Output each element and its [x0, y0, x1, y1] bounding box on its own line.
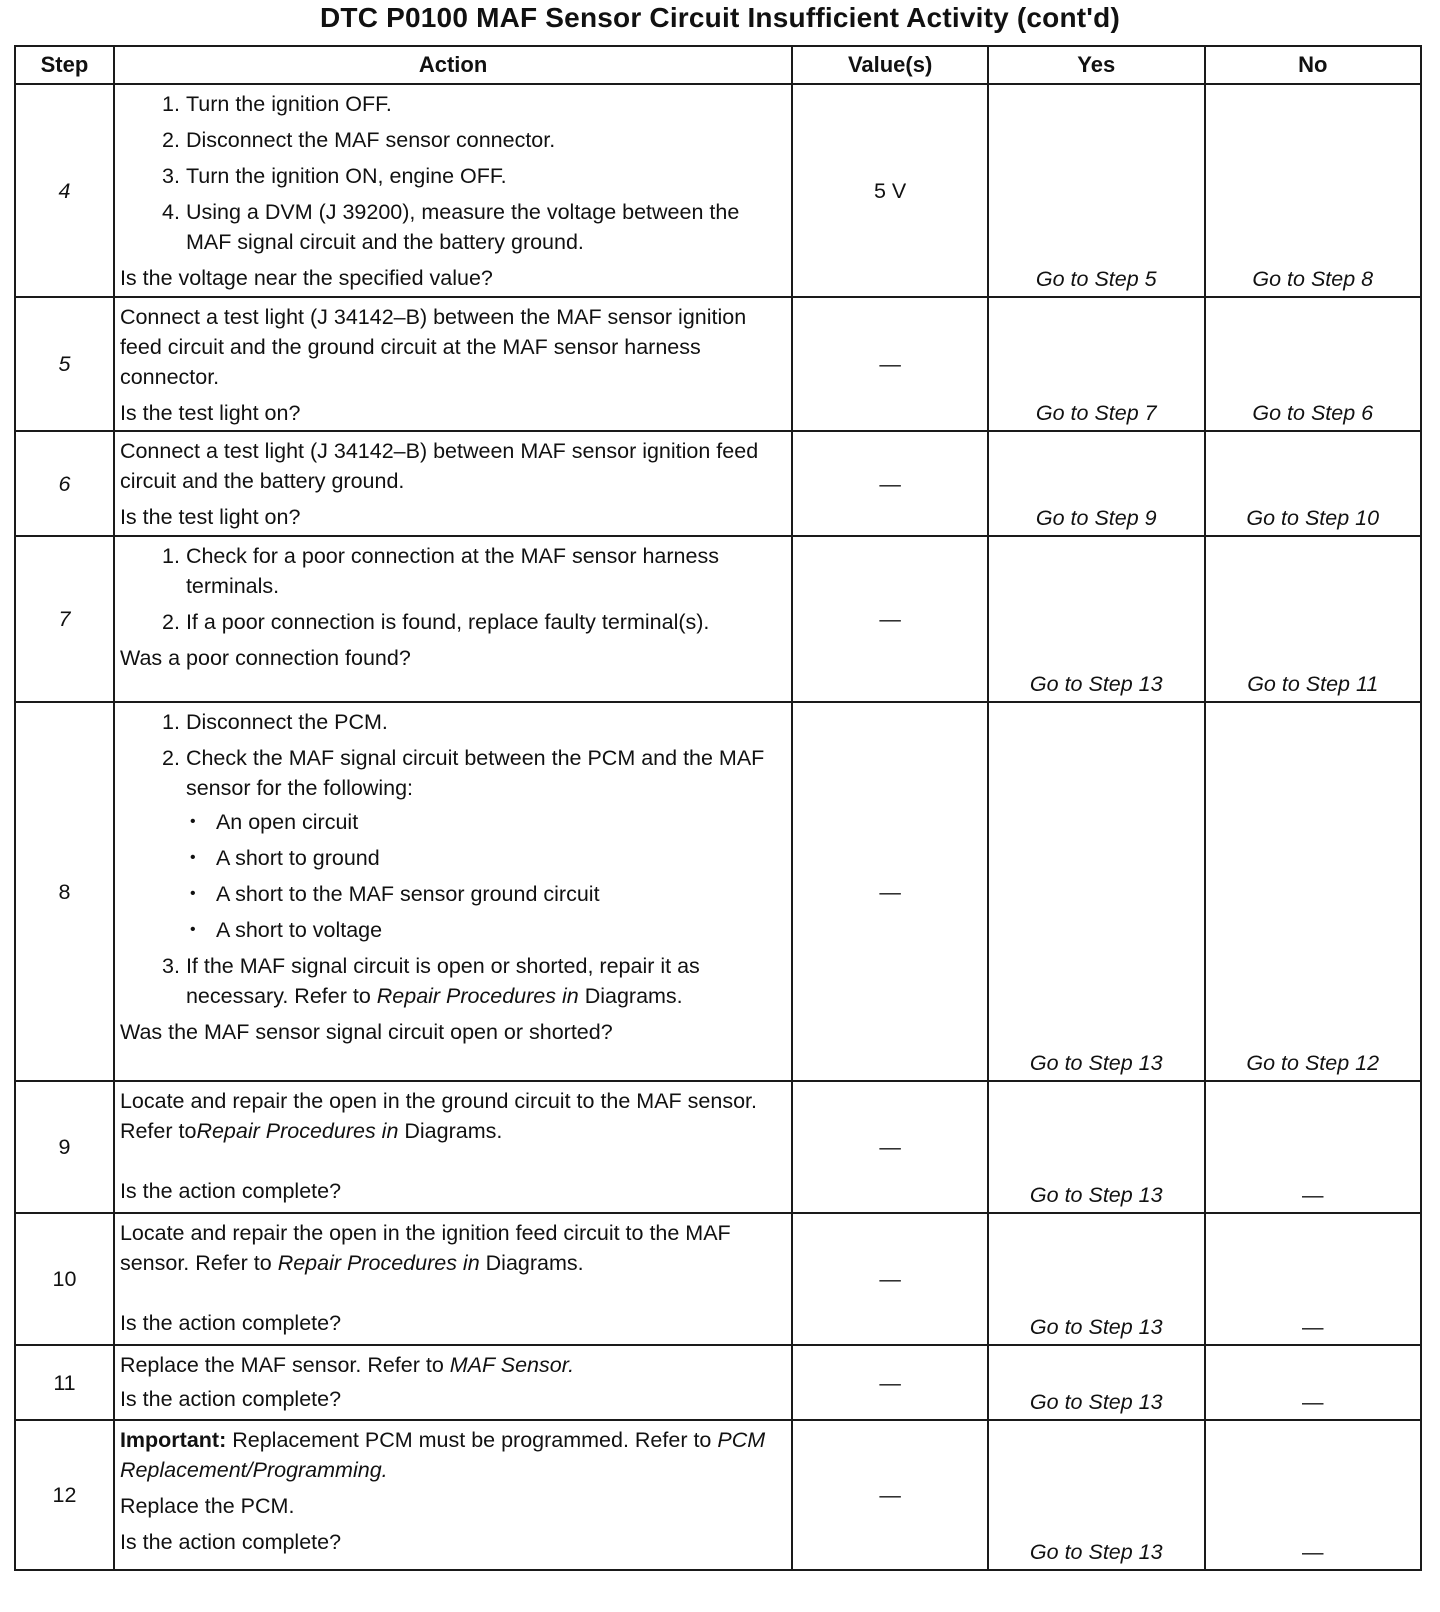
question: Is the test light on? [119, 505, 301, 529]
table-row [15, 702, 1421, 1081]
step-number: 10 [15, 1213, 114, 1345]
action-item [186, 743, 787, 945]
question: Is the action complete? [119, 1179, 342, 1203]
step-number: 12 [15, 1420, 114, 1570]
yes-link[interactable]: Go to Step 7 [988, 297, 1204, 431]
question: Is the action complete? [119, 1530, 342, 1554]
value-cell: — [792, 1081, 988, 1213]
action-cell [114, 1345, 792, 1420]
diagnostic-table [14, 45, 1422, 1571]
table-row [15, 84, 1421, 297]
step-number: 4 [15, 84, 114, 297]
action-text: Connect a test light (J 34142–B) between MAF sensor ignition feed circuit and the battery ground. [119, 439, 759, 493]
yes-link[interactable]: Go to Step 13 [988, 1213, 1204, 1345]
reference-link[interactable]: Repair Procedures in [277, 1251, 480, 1275]
question: Was the MAF sensor signal circuit open or shorted? [119, 1020, 613, 1044]
step-number: 5 [15, 297, 114, 431]
table-row [15, 431, 1421, 536]
action-item-text: Diagrams. [578, 984, 683, 1008]
question: Is the action complete? [119, 1311, 342, 1335]
action-cell [114, 702, 792, 1081]
header-action: Action [114, 46, 792, 84]
bullet-item: • A short to voltage [216, 915, 787, 945]
no-cell: — [1205, 1420, 1422, 1570]
bullet-item: • A short to ground [216, 843, 787, 873]
action-item-text: Check the MAF signal circuit between the PCM and the MAF sensor for the following: [185, 746, 765, 800]
yes-link[interactable]: Go to Step 5 [988, 84, 1204, 297]
header-step: Step [15, 46, 114, 84]
table-row [15, 1345, 1421, 1420]
action-item: 1. Turn the ignition OFF. [186, 89, 787, 119]
header-row [15, 46, 1421, 84]
action-item [186, 951, 787, 1011]
header-no: No [1205, 46, 1422, 84]
step-number: 9 [15, 1081, 114, 1213]
question: Was a poor connection found? [119, 646, 411, 670]
value-cell: 5 V [792, 84, 988, 297]
yes-link[interactable]: Go to Step 9 [988, 431, 1204, 536]
action-item-text: If the MAF signal circuit is open or shorted, repair it as necessary. Refer to [185, 954, 700, 1008]
question: Is the action complete? [119, 1387, 342, 1411]
action-cell [114, 1420, 792, 1570]
header-yes: Yes [988, 46, 1204, 84]
action-item: 2. Disconnect the MAF sensor connector. [186, 125, 787, 155]
no-link[interactable]: Go to Step 10 [1205, 431, 1422, 536]
reference-link[interactable]: MAF Sensor. [449, 1353, 575, 1377]
table-row [15, 1420, 1421, 1570]
reference-link[interactable]: Repair Procedures in [196, 1119, 399, 1143]
table-row [15, 1081, 1421, 1213]
action-cell [114, 84, 792, 297]
no-link[interactable]: Go to Step 8 [1205, 84, 1422, 297]
value-cell: — [792, 297, 988, 431]
question: Is the voltage near the specified value? [119, 266, 493, 290]
spacer [120, 1146, 787, 1176]
action-item: 1. Check for a poor connection at the MAF sensor harness terminals. [186, 541, 787, 601]
yes-link[interactable]: Go to Step 13 [988, 536, 1204, 702]
action-cell [114, 1213, 792, 1345]
action-text-part: Locate and repair the open in the ignition feed circuit to the MAF sensor. Refer to [119, 1221, 731, 1275]
reference-link[interactable]: PCM Replacement/Programming. [119, 1428, 766, 1482]
action-cell [114, 1081, 792, 1213]
step-number: 7 [15, 536, 114, 702]
action-text: Replace the PCM. [119, 1494, 295, 1518]
value-cell: — [792, 1345, 988, 1420]
reference-link[interactable]: Repair Procedures in [376, 984, 579, 1008]
action-text: Connect a test light (J 34142–B) between the MAF sensor ignition feed circuit and the ground circuit at the MAF sensor harness connector. [119, 305, 747, 389]
value-cell: — [792, 431, 988, 536]
bullet-item: • A short to the MAF sensor ground circuit [216, 879, 787, 909]
action-text [120, 1086, 787, 1146]
action-item: 4. Using a DVM (J 39200), measure the voltage between the MAF signal circuit and the battery ground. [186, 197, 787, 257]
action-cell [114, 431, 792, 536]
value-cell: — [792, 1213, 988, 1345]
action-text [120, 1218, 787, 1278]
bullet-item: • An open circuit [216, 807, 787, 837]
spacer [120, 1278, 787, 1308]
action-text-part: Diagrams. [398, 1119, 503, 1143]
action-text [120, 1350, 787, 1380]
action-cell [114, 297, 792, 431]
step-number: 8 [15, 702, 114, 1081]
question: Is the test light on? [119, 401, 301, 425]
action-text-part: Diagrams. [479, 1251, 584, 1275]
value-cell: — [792, 1420, 988, 1570]
table-row [15, 1213, 1421, 1345]
important-label: Important: [119, 1428, 227, 1452]
yes-link[interactable]: Go to Step 13 [988, 702, 1204, 1081]
page-title: DTC P0100 MAF Sensor Circuit Insufficient Activity (cont'd) [320, 2, 1120, 33]
action-text-part: Replace the MAF sensor. Refer to [119, 1353, 450, 1377]
action-item: 3. Turn the ignition ON, engine OFF. [186, 161, 787, 191]
important-note [120, 1425, 787, 1485]
action-item: 2. If a poor connection is found, replace faulty terminal(s). [186, 607, 787, 637]
action-text-part: Locate and repair the open in the ground circuit to the MAF sensor. Refer to [119, 1089, 757, 1143]
value-cell: — [792, 536, 988, 702]
important-text: Replacement PCM must be programmed. Refer to [226, 1428, 718, 1452]
header-values: Value(s) [792, 46, 988, 84]
yes-link[interactable]: Go to Step 13 [988, 1345, 1204, 1420]
table-row [15, 297, 1421, 431]
step-number: 11 [15, 1345, 114, 1420]
action-item: 1. Disconnect the PCM. [186, 707, 787, 737]
yes-link[interactable]: Go to Step 13 [988, 1081, 1204, 1213]
no-link[interactable]: Go to Step 6 [1205, 297, 1422, 431]
no-cell: — [1205, 1345, 1422, 1420]
no-cell: — [1205, 1213, 1422, 1345]
step-number: 6 [15, 431, 114, 536]
no-cell: — [1205, 1081, 1422, 1213]
table-row [15, 536, 1421, 702]
no-link[interactable]: Go to Step 11 [1205, 536, 1422, 702]
action-cell [114, 536, 792, 702]
yes-link[interactable]: Go to Step 13 [988, 1420, 1204, 1570]
value-cell: — [792, 702, 988, 1081]
no-link[interactable]: Go to Step 12 [1205, 702, 1422, 1081]
